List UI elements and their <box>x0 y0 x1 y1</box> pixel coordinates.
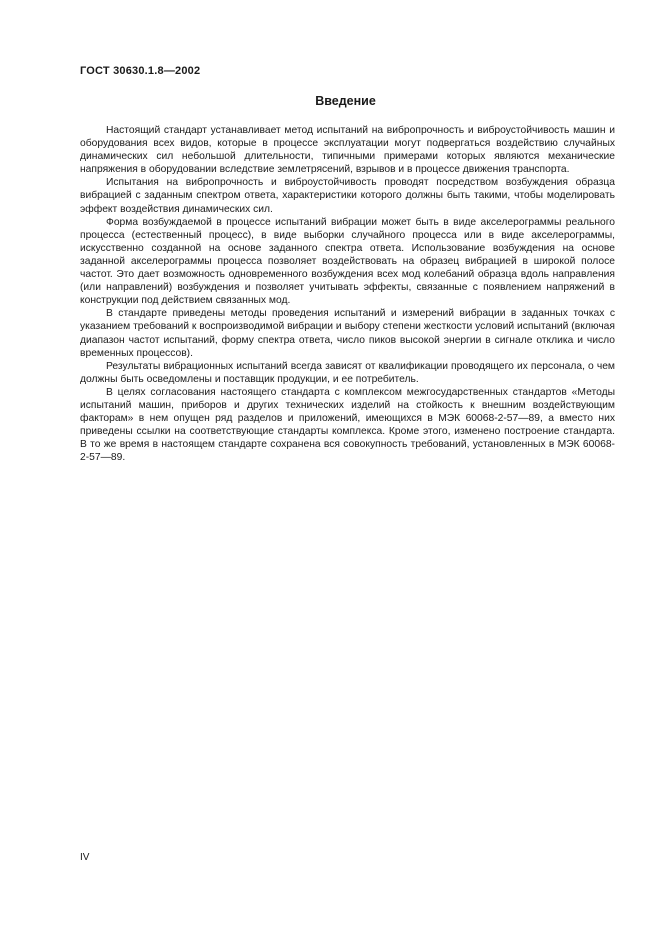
paragraph: Настоящий стандарт устанавливает метод испытаний на вибропрочность и виброустойчивость машин и оборудования всех видов, которые в процессе эксплуатации могут подвергаться воздействию случайных динамических сил небольшой длительности, типичными примерами которых являются механические напряжения в оборудовании вследствие землетрясений, взрывов и в процессе движения транспорта. <box>80 125 615 176</box>
introduction-body <box>80 124 615 464</box>
paragraph: Форма возбуждаемой в процессе испытаний вибрации может быть в виде акселерограммы реального процесса (естественный процесс), в виде выборки случайного процесса или в виде акселерограммы, искусственно созданной на основе заданного спектра ответа. Использование возбуждения на основе заданной акселерограммы процесса позволяет воздействовать на образец вибрацией в широкой полосе частот. Это дает возможность одновременного возбуждения всех мод колебаний образца вдоль направления (или направлений) возбуждения и позволяет учитывать эффекты, связанные с появлением напряжений в конструкции под действием связанных мод. <box>80 216 615 307</box>
section-title: Введение <box>315 94 376 108</box>
paragraph: Испытания на вибропрочность и виброустойчивость проводят посредством возбуждения образца вибрацией с заданным спектром ответа, характеристики которого должны быть такими, чтобы моделировать эффект воздействия динамических сил. <box>80 177 615 215</box>
paragraph: В целях согласования настоящего стандарта с комплексом межгосударственных стандартов «Методы испытаний машин, приборов и других технических изделий на стойкость к внешним воздействующим факторам» в нем опущен ряд разделов и приложений, имеющихся в МЭК 60068-2-57—89, а вместо них приведены ссылки на соответствующие стандарты комплекса. Кроме этого, изменено построение стандарта. В то же время в настоящем стандарте сохранена вся совокупность требований, установленных в МЭК 60068-2-57—89. <box>80 386 615 464</box>
standard-code: ГОСТ 30630.1.8—2002 <box>80 65 201 77</box>
page-number: IV <box>80 852 90 863</box>
paragraph: Результаты вибрационных испытаний всегда зависят от квалификации проводящего их персонала, о чем должны быть осведомлены и поставщик продукции, и ее потребитель. <box>80 360 615 385</box>
paragraph: В стандарте приведены методы проведения испытаний и измерений вибрации в заданных точках с указанием требований к воспроизводимой вибрации и выбору степени жесткости условий испытаний (включая диапазон частот испытаний, форму спектра ответа, число пиков высокой энергии в сигнале отклика и число временных процессов). <box>80 308 615 359</box>
